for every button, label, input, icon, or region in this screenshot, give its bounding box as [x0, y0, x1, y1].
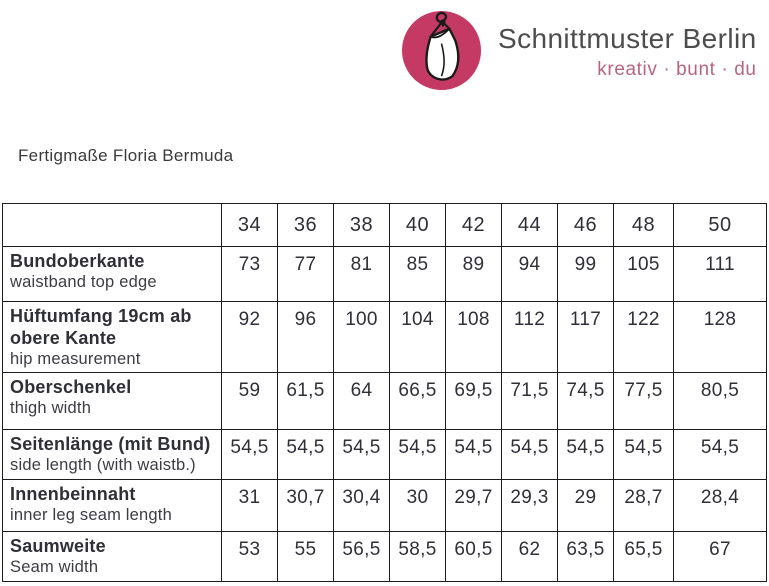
value-cell: 74,5 [558, 372, 614, 429]
value-cell: 59 [222, 372, 278, 429]
size-header-cell: 48 [614, 204, 674, 247]
size-header-cell: 50 [674, 204, 767, 247]
size-header-cell: 40 [390, 204, 446, 247]
value-cell: 60,5 [446, 531, 502, 581]
value-cell: 92 [222, 302, 278, 373]
value-cell: 54,5 [674, 429, 767, 479]
measurement-label-de: Bundoberkante [10, 251, 145, 271]
value-cell: 111 [674, 247, 767, 302]
value-cell: 80,5 [674, 372, 767, 429]
value-cell: 65,5 [614, 531, 674, 581]
brand-logo [401, 10, 757, 91]
value-cell: 28,7 [614, 479, 674, 531]
value-cell: 81 [334, 247, 390, 302]
brand-text-block [498, 10, 757, 82]
value-cell: 128 [674, 302, 767, 373]
value-cell: 77 [278, 247, 334, 302]
size-header-cell: 36 [278, 204, 334, 247]
value-cell: 99 [558, 247, 614, 302]
value-cell: 94 [502, 247, 558, 302]
value-cell: 30,7 [278, 479, 334, 531]
dress-on-hanger-icon [401, 10, 482, 91]
value-cell: 105 [614, 247, 674, 302]
value-cell: 85 [390, 247, 446, 302]
measurement-label-en: side length (with waistb.) [10, 455, 196, 474]
value-cell: 96 [278, 302, 334, 373]
measurement-label-cell [3, 302, 222, 373]
value-cell: 100 [334, 302, 390, 373]
measurement-label-en: inner leg seam length [10, 505, 172, 524]
size-header-cell: 38 [334, 204, 390, 247]
value-cell: 53 [222, 531, 278, 581]
page-title: Fertigmaße Floria Bermuda [18, 146, 234, 165]
value-cell: 29,7 [446, 479, 502, 531]
value-cell: 30 [390, 479, 446, 531]
measurement-label-cell [3, 247, 222, 302]
measurement-label-de: Saumweite [10, 535, 106, 556]
measurement-row [3, 302, 767, 373]
value-cell: 108 [446, 302, 502, 373]
brand-tagline: kreativ · bunt · du [597, 58, 757, 80]
value-cell: 54,5 [446, 429, 502, 479]
size-header-row [3, 204, 767, 247]
measurement-label-cell [3, 479, 222, 531]
measurement-label-de: Hüftumfang 19cm ab obere Kante [10, 306, 192, 348]
value-cell: 31 [222, 479, 278, 531]
value-cell: 54,5 [278, 429, 334, 479]
size-header-cell: 44 [502, 204, 558, 247]
measurement-row [3, 531, 767, 581]
value-cell: 58,5 [390, 531, 446, 581]
value-cell: 29 [558, 479, 614, 531]
measurement-label-de: Seitenlänge (mit Bund) [10, 433, 211, 454]
value-cell: 63,5 [558, 531, 614, 581]
value-cell: 30,4 [334, 479, 390, 531]
measurement-label-en: waistband top edge [10, 272, 157, 291]
empty-corner-cell [3, 204, 222, 247]
value-cell: 71,5 [502, 372, 558, 429]
value-cell: 67 [674, 531, 767, 581]
value-cell: 66,5 [390, 372, 446, 429]
value-cell: 54,5 [502, 429, 558, 479]
measurement-label-cell [3, 531, 222, 581]
measurement-label-en: Seam width [10, 557, 99, 576]
value-cell: 69,5 [446, 372, 502, 429]
size-table [2, 203, 767, 582]
value-cell: 64 [334, 372, 390, 429]
size-table-head [3, 204, 767, 247]
measurement-row [3, 372, 767, 429]
value-cell: 29,3 [502, 479, 558, 531]
measurement-row [3, 479, 767, 531]
measurement-label-en: hip measurement [10, 349, 141, 368]
value-cell: 89 [446, 247, 502, 302]
value-cell: 56,5 [334, 531, 390, 581]
size-header-cell: 42 [446, 204, 502, 247]
value-cell: 122 [614, 302, 674, 373]
value-cell: 112 [502, 302, 558, 373]
value-cell: 104 [390, 302, 446, 373]
size-table-body [3, 247, 767, 582]
value-cell: 73 [222, 247, 278, 302]
measurement-label-en: thigh width [10, 398, 92, 417]
value-cell: 61,5 [278, 372, 334, 429]
value-cell: 55 [278, 531, 334, 581]
measurement-row [3, 247, 767, 302]
measurement-row [3, 429, 767, 479]
value-cell: 54,5 [614, 429, 674, 479]
value-cell: 77,5 [614, 372, 674, 429]
measurement-label-de: Innenbeinnaht [10, 483, 136, 504]
value-cell: 62 [502, 531, 558, 581]
measurement-label-cell [3, 429, 222, 479]
value-cell: 54,5 [390, 429, 446, 479]
size-header-cell: 46 [558, 204, 614, 247]
value-cell: 28,4 [674, 479, 767, 531]
measurement-label-cell [3, 372, 222, 429]
value-cell: 117 [558, 302, 614, 373]
measurement-label-de: Oberschenkel [10, 376, 132, 397]
value-cell: 54,5 [558, 429, 614, 479]
brand-name: Schnittmuster Berlin [498, 23, 757, 54]
value-cell: 54,5 [334, 429, 390, 479]
size-header-cell: 34 [222, 204, 278, 247]
value-cell: 54,5 [222, 429, 278, 479]
